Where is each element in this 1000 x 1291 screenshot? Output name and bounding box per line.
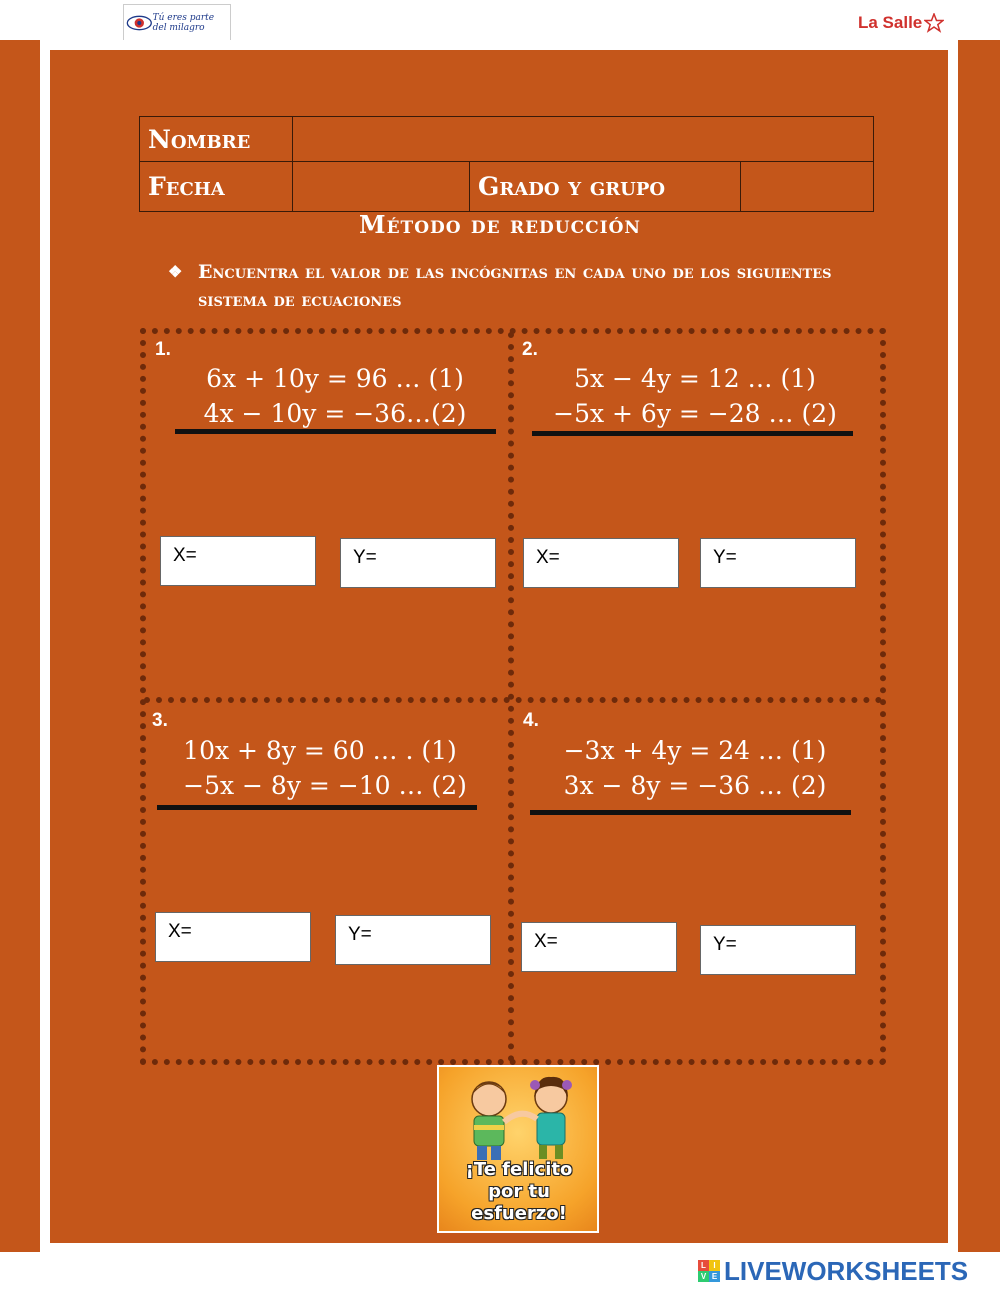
exercise-2-x-answer[interactable]: X= <box>523 538 679 588</box>
la-salle-logo <box>858 8 958 38</box>
exercise-2-underline <box>532 431 853 436</box>
star-icon <box>924 13 944 33</box>
exercise-2-equation-2: −5x + 6y = −28 … (2) <box>553 399 837 428</box>
exercise-2-y-answer[interactable]: Y= <box>700 538 856 588</box>
exercise-1-number: 1. <box>155 339 171 360</box>
sticker-line-3: esfuerzo! <box>471 1203 567 1224</box>
congrats-sticker <box>437 1065 599 1233</box>
exercise-1-y-answer[interactable]: Y= <box>340 538 496 588</box>
exercise-3-equation-1: 10x + 8y = 60 … . (1) <box>183 736 457 765</box>
exercise-4-y-answer[interactable]: Y= <box>700 925 856 975</box>
exercise-3-number: 3. <box>152 710 168 731</box>
exercise-2-number: 2. <box>522 339 538 360</box>
liveworksheets-squares-icon <box>698 1260 720 1282</box>
exercise-1-equation-2: 4x − 10y = −36…(2) <box>203 399 467 428</box>
grid-horizontal-divider <box>144 697 882 703</box>
square-l: L <box>698 1260 709 1271</box>
page-title: Método de reducción <box>359 210 641 239</box>
exercise-4-equation-2: 3x − 8y = −36 … (2) <box>563 771 827 800</box>
exercise-4-x-answer[interactable]: X= <box>521 922 677 972</box>
sticker-caption <box>439 1159 599 1225</box>
la-salle-logo-text: La Salle <box>858 13 923 32</box>
exercise-3-equation-2: −5x − 8y = −10 … (2) <box>183 771 467 800</box>
student-info-table <box>139 116 874 212</box>
square-v: V <box>698 1271 709 1282</box>
liveworksheets-brand[interactable]: LIVEWORKSHEETS <box>724 1255 969 1286</box>
grado-label: Grado y grupo <box>470 162 741 212</box>
exercise-4-equation-1: −3x + 4y = 24 … (1) <box>563 736 827 765</box>
bullet-icon: ❖ <box>168 262 183 281</box>
exercise-3-x-answer[interactable]: X= <box>155 912 311 962</box>
instruction <box>168 258 868 314</box>
fecha-field[interactable] <box>293 162 470 212</box>
exercise-3-y-answer[interactable]: Y= <box>335 915 491 965</box>
exercise-3-underline <box>157 805 477 810</box>
exercise-4-underline <box>530 810 851 815</box>
nombre-label: Nombre <box>140 117 293 162</box>
instruction-text: Encuentra el valor de las incógnitas en cada uno de los siguientes sistema de ecuaciones <box>198 261 832 311</box>
sticker-line-1: ¡Te felicito <box>465 1159 573 1180</box>
milagro-logo-text: Tú eres parte del milagro <box>152 13 215 33</box>
square-e: E <box>709 1271 720 1282</box>
fecha-label: Fecha <box>140 162 293 212</box>
liveworksheets-logo <box>698 1256 968 1286</box>
kids-illustration <box>439 1067 599 1162</box>
grado-field[interactable] <box>741 162 874 212</box>
exercise-1-x-answer[interactable]: X= <box>160 536 316 586</box>
exercise-2-equation-1: 5x − 4y = 12 … (1) <box>574 364 816 393</box>
exercise-1-underline <box>175 429 496 434</box>
square-i: I <box>709 1260 720 1271</box>
sticker-line-2: por tu <box>488 1181 550 1202</box>
exercise-4-number: 4. <box>523 710 539 731</box>
exercise-1-equation-1: 6x + 10y = 96 … (1) <box>206 364 464 393</box>
eye-icon <box>126 10 153 36</box>
milagro-logo <box>123 4 231 42</box>
nombre-field[interactable] <box>293 117 874 162</box>
